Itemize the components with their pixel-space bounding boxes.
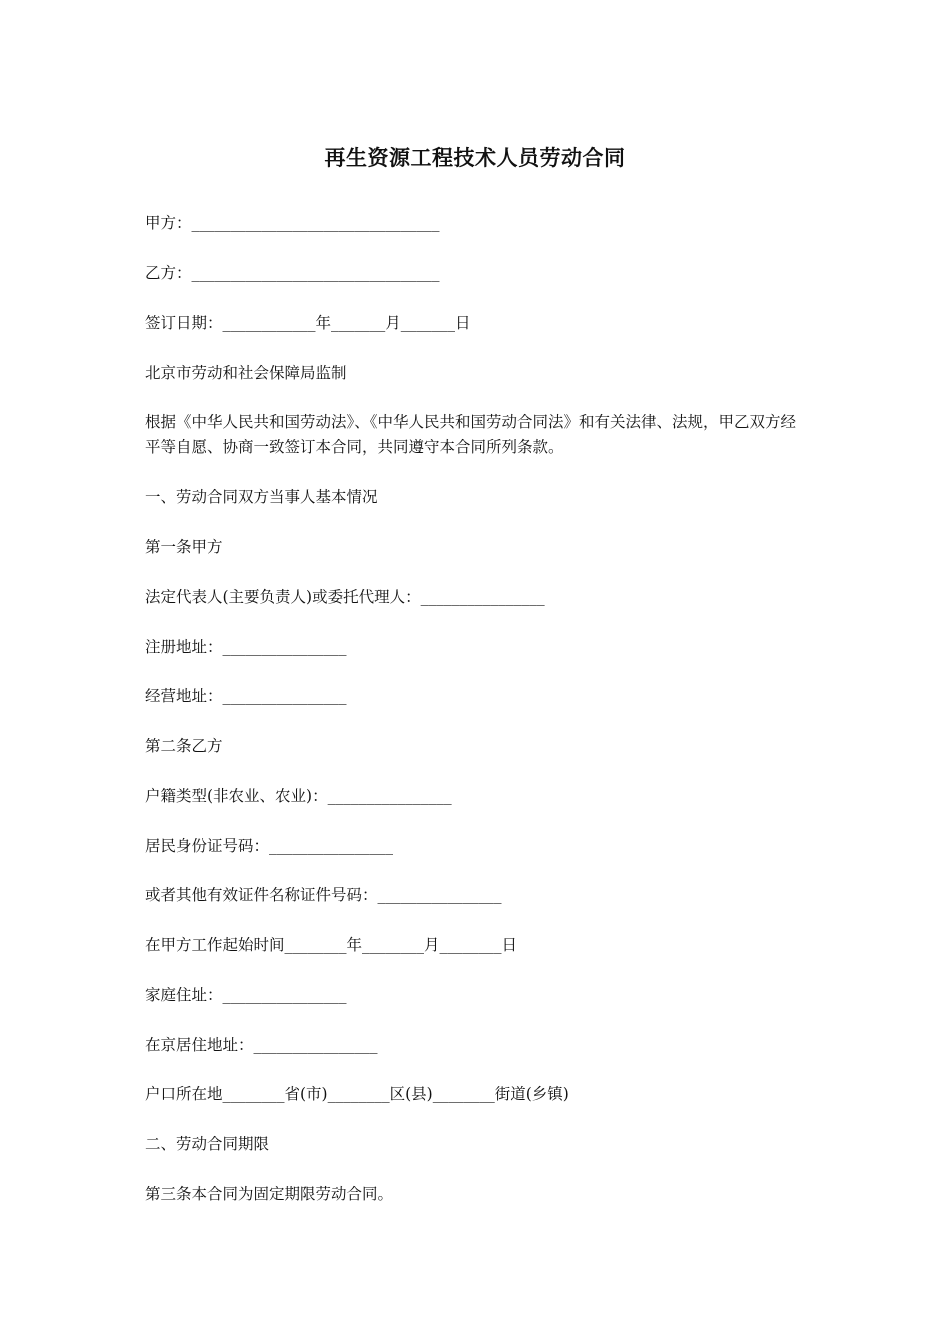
- preamble-paragraph: 根据《中华人民共和国劳动法》、《中华人民共和国劳动合同法》和有关法律、法规，甲乙双方经平等自愿、协商一致签订本合同，共同遵守本合同所列条款。: [145, 413, 797, 456]
- start-date-line: 在甲方工作起始时间________年________月________日: [145, 936, 518, 954]
- legal-rep-line: 法定代表人(主要负责人)或委托代理人：________________: [145, 588, 545, 606]
- registered-address-line: 注册地址：________________: [145, 638, 347, 656]
- sign-date-line: 签订日期：____________年_______月_______日: [145, 314, 471, 332]
- supervisor-line: 北京市劳动和社会保障局监制: [145, 364, 347, 382]
- hukou-line: 户口所在地________省(市)________区(县)________街道(乡镇): [145, 1085, 569, 1103]
- article-2-heading: 第二条乙方: [145, 737, 223, 755]
- section-heading-2: 二、劳动合同期限: [145, 1135, 270, 1153]
- article-3-line: 第三条本合同为固定期限劳动合同。: [145, 1185, 394, 1203]
- party-a-line: 甲方：________________________________: [145, 214, 440, 232]
- section-heading-1: 一、劳动合同双方当事人基本情况: [145, 488, 378, 506]
- party-b-line: 乙方：________________________________: [145, 264, 440, 282]
- household-type-line: 户籍类型(非农业、农业)：________________: [145, 787, 452, 805]
- id-number-line: 居民身份证号码：________________: [145, 837, 394, 855]
- beijing-address-line: 在京居住地址：________________: [145, 1036, 378, 1054]
- document-title: 再生资源工程技术人员劳动合同: [324, 146, 626, 170]
- business-address-line: 经营地址：________________: [145, 687, 347, 705]
- other-id-line: 或者其他有效证件名称证件号码：________________: [145, 886, 502, 904]
- home-address-line: 家庭住址：________________: [145, 986, 347, 1004]
- article-1-heading: 第一条甲方: [145, 538, 223, 556]
